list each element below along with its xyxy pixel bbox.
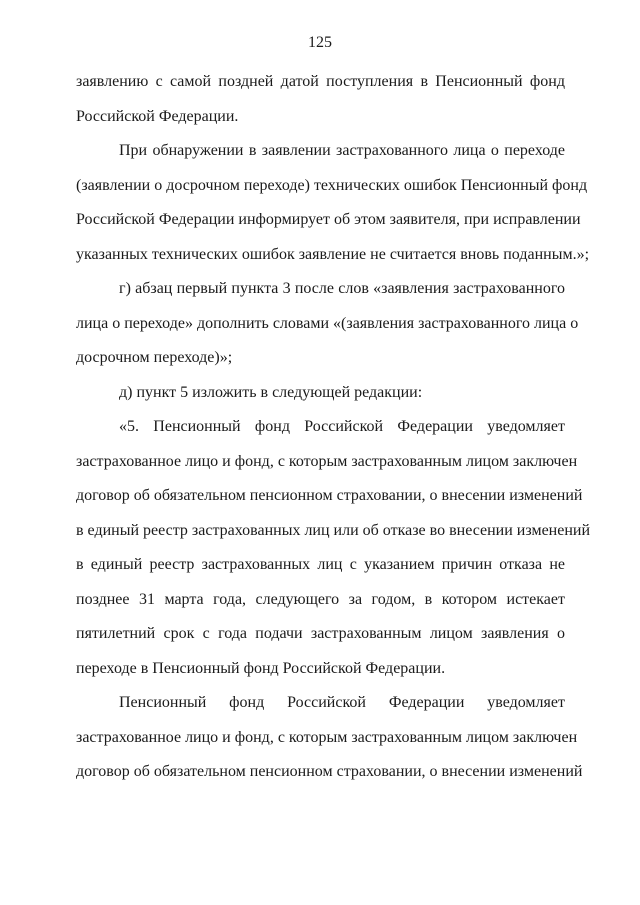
page-number: 125 (308, 34, 332, 51)
text-line: застрахованное лицо и фонд, с которым застрахованным лицом заключен (76, 452, 578, 470)
text-line: При обнаружении в заявлении застрахованного лица о переходе (119, 142, 565, 159)
text-line: застрахованное лицо и фонд, с которым застрахованным лицом заключен (76, 728, 578, 746)
text-line: г) абзац первый пункта 3 после слов «заявления застрахованного (119, 280, 565, 297)
text-line: в единый реестр застрахованных лиц с указанием причин отказа не (76, 556, 565, 573)
text-line: договор об обязательном пенсионном страховании, о внесении изменений (76, 487, 583, 504)
paragraph (76, 139, 590, 277)
text-line: позднее 31 марта года, следующего за годом, в котором истекает (76, 590, 565, 608)
text-line: «5. Пенсионный фонд Российской Федерации уведомляет (119, 418, 565, 435)
text-line: Российской Федерации информирует об этом заявителя, при исправлении (76, 211, 581, 228)
text-line: (заявлении о досрочном переходе) технических ошибок Пенсионный фонд (76, 176, 588, 194)
paragraph (76, 70, 565, 139)
text-line: пятилетний срок с года подачи застрахованным лицом заявления о (76, 625, 565, 642)
text-line: указанных технических ошибок заявление не считается вновь поданным.»; (76, 245, 590, 263)
text-line: в единый реестр застрахованных лиц или об отказе во внесении изменений (76, 521, 591, 539)
text-line: досрочном переходе)»; (76, 349, 233, 366)
paragraph (76, 277, 579, 381)
text-line: заявлению с самой поздней датой поступления в Пенсионный фонд (76, 73, 565, 90)
text-line: переходе в Пенсионный фонд Российской Федерации. (76, 659, 446, 677)
text-line: лица о переходе» дополнить словами «(заявления застрахованного лица о (76, 314, 579, 332)
text-line: Российской Федерации. (76, 107, 239, 125)
paragraph (76, 381, 565, 416)
document-body (76, 70, 591, 795)
text-line: д) пункт 5 изложить в следующей редакции: (119, 383, 423, 401)
text-line: договор об обязательном пенсионном страховании, о внесении изменений (76, 763, 583, 780)
paragraph (76, 415, 591, 691)
text-line: Пенсионный фонд Российской Федерации уведомляет (119, 694, 565, 711)
paragraph (76, 691, 583, 795)
